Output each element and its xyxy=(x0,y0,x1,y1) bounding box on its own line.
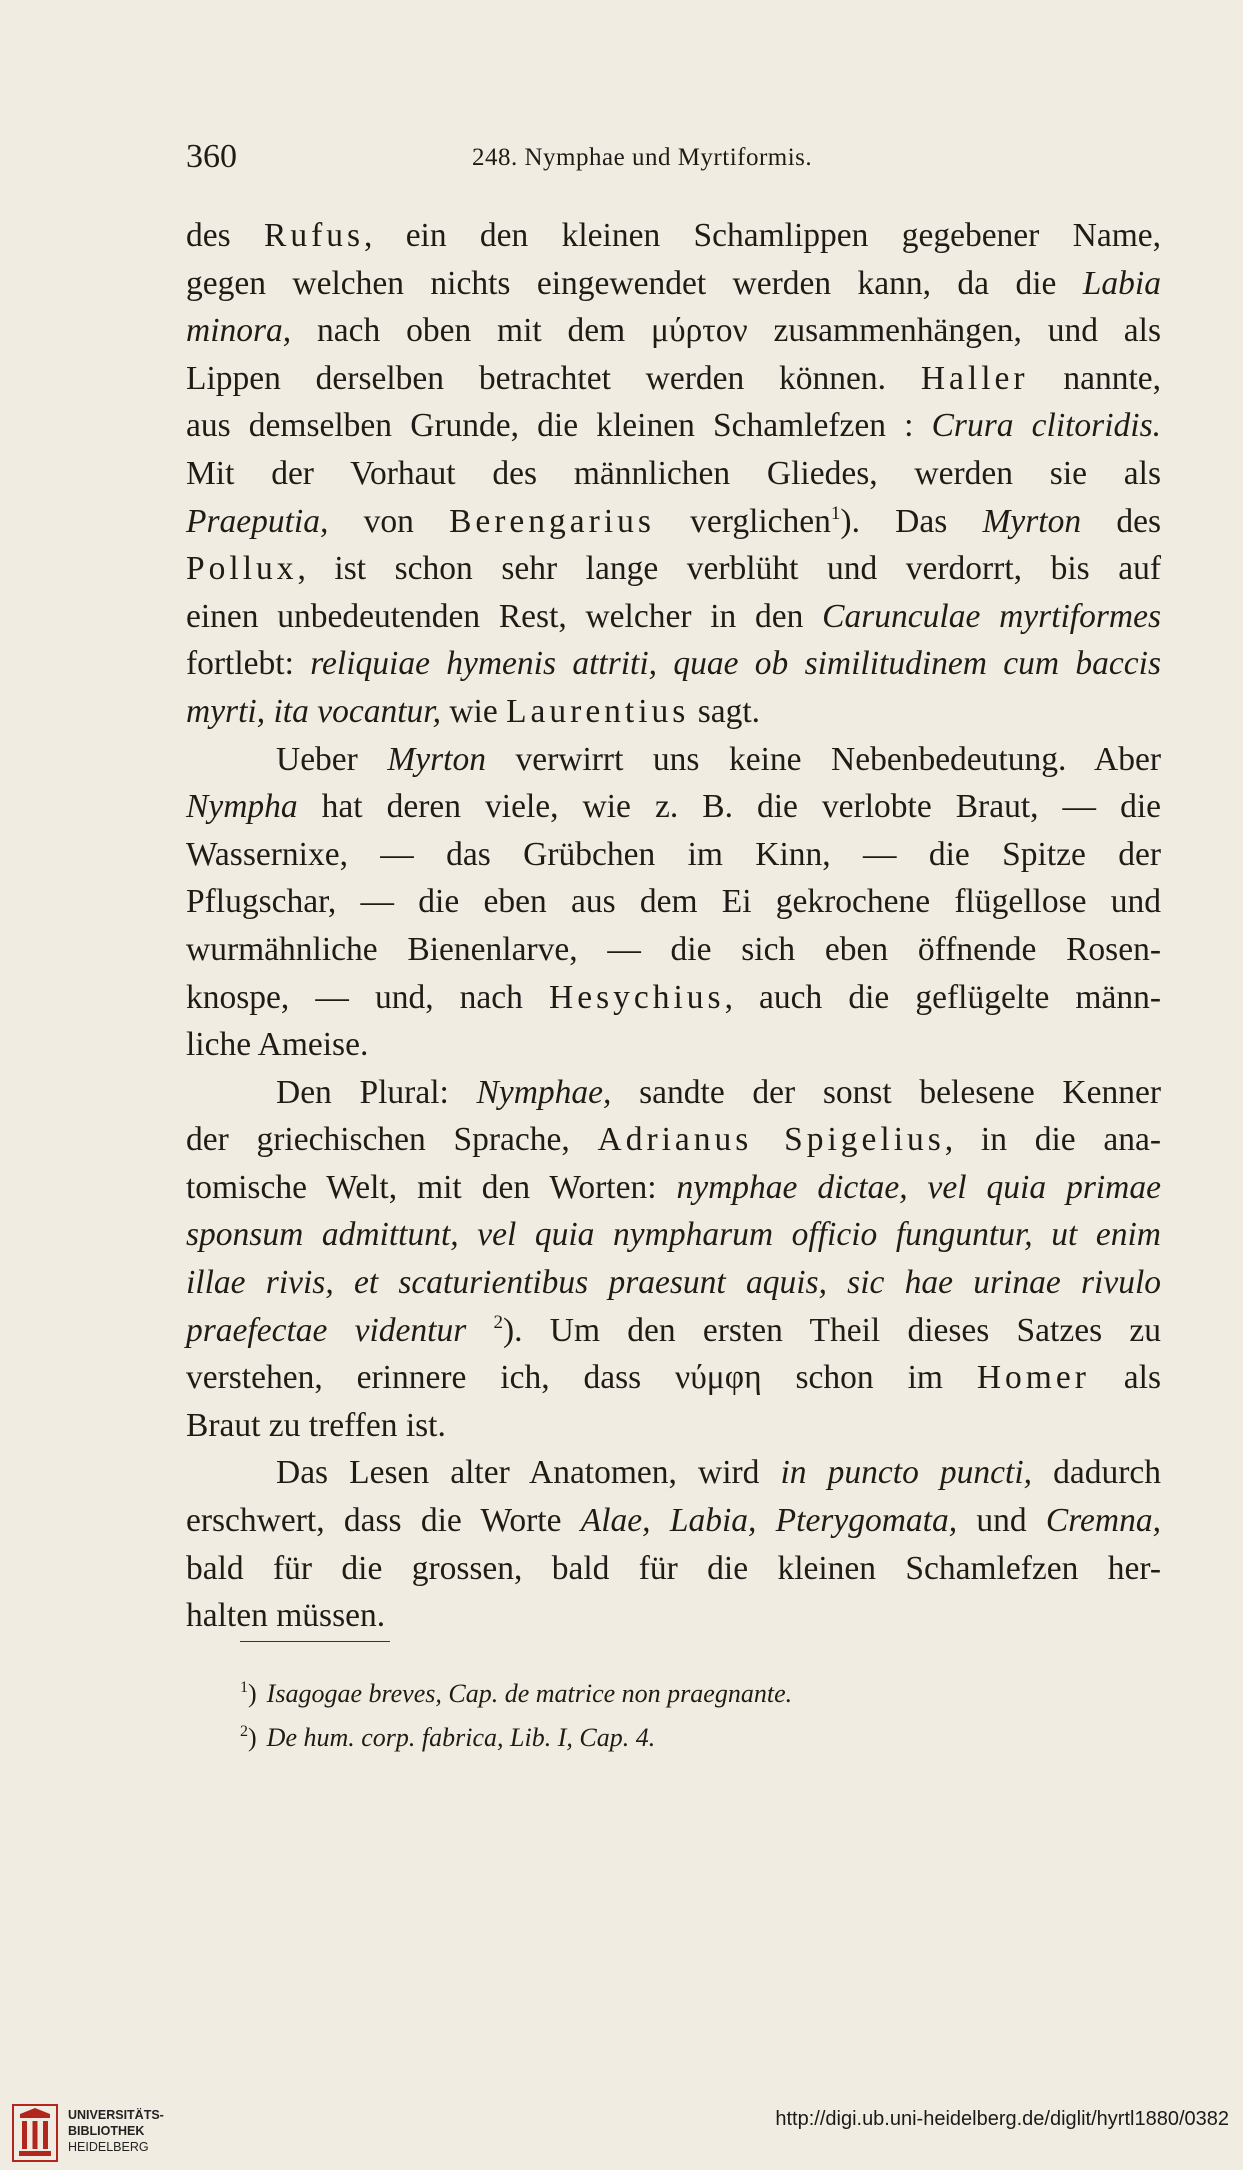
library-name-line: BIBLIOTHEK xyxy=(68,2124,145,2138)
footer-bar xyxy=(0,2094,1243,2170)
text-line xyxy=(186,783,1161,831)
text-run: , ist schon sehr lange verblüht und verdorrt, bis auf xyxy=(297,550,1161,588)
text-line xyxy=(186,1211,1161,1259)
running-head: 248. Nymphae und Myrtiformis. xyxy=(472,144,813,171)
text-line xyxy=(186,355,1161,403)
body-text xyxy=(186,212,1161,1640)
spaced-name: Laurentius xyxy=(506,692,690,730)
text-run: von xyxy=(328,502,450,540)
text-line xyxy=(186,878,1161,926)
footnote-marker: 2 xyxy=(240,1723,248,1740)
italic-text: myrti, ita vocantur, xyxy=(186,692,441,730)
text-run: Ueber xyxy=(276,740,388,778)
footnote-marker: 1 xyxy=(240,1679,248,1696)
text-line xyxy=(186,260,1161,308)
text-run: Mit der Vorhaut des männlichen Gliedes, werden sie als xyxy=(186,454,1161,492)
text-line xyxy=(186,926,1161,974)
text-line xyxy=(186,1497,1161,1545)
italic-text: Labia xyxy=(1082,264,1161,302)
text-run: der griechischen Sprache, xyxy=(186,1121,598,1159)
text-run: verwirrt uns keine Nebenbedeutung. Aber xyxy=(485,740,1161,778)
footnote-text: Isagogae breves, Cap. de matrice non praegnante. xyxy=(266,1679,793,1708)
text-run: , auch die geflügelte männ- xyxy=(724,978,1161,1016)
text-run: sagt. xyxy=(689,692,761,730)
text-run: ). Das xyxy=(840,502,983,540)
text-line xyxy=(186,1021,1161,1069)
spaced-name: Hesychius xyxy=(549,978,725,1016)
footnote-divider xyxy=(240,1641,390,1642)
text-run: dadurch xyxy=(1032,1454,1161,1492)
text-line xyxy=(186,640,1161,688)
text-run: des xyxy=(186,217,264,254)
text-run: Braut zu treffen ist. xyxy=(186,1406,446,1444)
text-run: tomische Welt, mit den Worten: xyxy=(186,1168,677,1206)
footnotes xyxy=(240,1672,1140,1760)
library-name xyxy=(68,2107,164,2155)
footnote-1: $^1$) Isagogae breves, Cap. de matrice non praegnante. xyxy=(240,1679,793,1708)
text-run xyxy=(466,1312,493,1349)
text-line xyxy=(186,450,1161,498)
text-line xyxy=(186,1069,1161,1117)
text-line xyxy=(186,831,1161,879)
text-run: als xyxy=(1089,1359,1161,1397)
italic-text: Alae, Labia, Pterygomata, xyxy=(580,1502,958,1540)
text-run: nannte, xyxy=(1028,359,1161,397)
spaced-name: Homer xyxy=(976,1359,1090,1397)
text-line xyxy=(186,1449,1161,1497)
library-name-line: HEIDELBERG xyxy=(68,2140,149,2154)
text-line xyxy=(186,1116,1161,1164)
text-run: Wassernixe, — das Grübchen im Kinn, — die Spitze der xyxy=(186,835,1161,873)
text-run: erschwert, dass die Worte xyxy=(186,1502,581,1540)
text-run: halten müssen. xyxy=(186,1597,386,1635)
italic-text: nymphae dictae, vel quia primae xyxy=(676,1168,1161,1206)
text-line xyxy=(186,212,1161,260)
text-run: verstehen, erinnere ich, dass νύμφη schon im xyxy=(186,1359,977,1397)
text-line xyxy=(186,1592,1161,1640)
italic-text: reliquiae hymenis attriti, quae ob similitudinem cum baccis xyxy=(310,645,1161,683)
spaced-name: Pollux xyxy=(186,550,298,588)
text-run: Den Plural: xyxy=(276,1073,477,1111)
text-run: liche Ameise. xyxy=(186,1026,369,1064)
text-line xyxy=(186,974,1161,1022)
text-line xyxy=(186,545,1161,593)
italic-text: praefectae videntur xyxy=(186,1311,467,1349)
text-run: nach oben mit dem μύρτον zusammenhängen, und als xyxy=(291,312,1161,350)
text-line xyxy=(186,1259,1161,1307)
library-name-line: UNIVERSITÄTS- xyxy=(68,2108,164,2122)
text-run: einen unbedeutenden Rest, welcher in den xyxy=(186,597,823,635)
text-run: , in die ana- xyxy=(944,1121,1161,1159)
text-run: gegen welchen nichts eingewendet werden kann, da die xyxy=(186,264,1083,302)
italic-text: Crura clitoridis. xyxy=(931,407,1161,445)
page-number: 360 xyxy=(186,138,237,175)
italic-text: Praeputia, xyxy=(186,502,329,540)
italic-text: Myrton xyxy=(387,740,486,778)
university-library-logo-icon xyxy=(12,2104,58,2162)
text-run: aus demselben Grunde, die kleinen Schamlefzen : xyxy=(186,407,932,445)
text-line xyxy=(186,688,1161,736)
footnote-reference: 2 xyxy=(493,1311,504,1333)
text-line xyxy=(186,1307,1161,1355)
text-run: Pflugschar, — die eben aus dem Ei gekrochene flügellose und xyxy=(186,883,1161,921)
spaced-name: Rufus xyxy=(263,217,365,254)
italic-text: Nympha xyxy=(186,788,298,826)
text-run: wie xyxy=(440,692,507,730)
page-header xyxy=(186,138,1166,178)
text-run: Das Lesen alter Anatomen, wird xyxy=(276,1454,781,1492)
text-line xyxy=(186,1354,1161,1402)
italic-text: Myrton xyxy=(982,502,1082,540)
source-url-link[interactable]: http://digi.ub.uni-heidelberg.de/diglit/hyrtl1880/0382 xyxy=(775,2108,1229,2130)
footnote-reference: 1 xyxy=(830,502,841,524)
italic-text: Cremna, xyxy=(1045,1502,1161,1540)
spaced-name: Haller xyxy=(920,359,1029,397)
italic-text: sponsum admittunt, vel quia nympharum officio funguntur, ut enim xyxy=(186,1216,1161,1254)
text-line xyxy=(186,1164,1161,1212)
text-line xyxy=(186,307,1161,355)
text-line xyxy=(186,1402,1161,1450)
text-line xyxy=(186,1545,1161,1593)
italic-text: minora, xyxy=(186,312,292,350)
text-run: hat deren viele, wie z. B. die verlobte Braut, — die xyxy=(297,788,1161,826)
footnote-text: De hum. corp. fabrica, Lib. I, Cap. 4. xyxy=(266,1723,656,1752)
text-run: sandte der sonst belesene Kenner xyxy=(611,1073,1161,1111)
text-run: knospe, — und, nach xyxy=(186,978,550,1016)
text-run: und xyxy=(957,1502,1046,1540)
text-run: bald für die grossen, bald für die kleinen Schamlefzen her- xyxy=(186,1549,1161,1587)
spaced-name: Berengarius xyxy=(449,502,655,540)
text-line xyxy=(186,593,1161,641)
text-run: des xyxy=(1081,502,1162,540)
italic-text: Carunculae myrtiformes xyxy=(822,597,1161,635)
text-run: wurmähnliche Bienenlarve, — die sich eben öffnende Rosen- xyxy=(186,930,1161,968)
spaced-name: Adrianus Spigelius xyxy=(597,1121,945,1159)
text-run: ). Um den ersten Theil dieses Satzes zu xyxy=(503,1311,1161,1349)
italic-text: in puncto puncti, xyxy=(780,1454,1033,1492)
italic-text: illae rivis, et scaturientibus praesunt aquis, sic hae urinae rivulo xyxy=(186,1264,1161,1302)
text-run: verglichen xyxy=(654,502,831,540)
text-line xyxy=(186,498,1161,546)
text-run: fortlebt: xyxy=(186,645,311,683)
text-line xyxy=(186,402,1161,450)
italic-text: Nymphae, xyxy=(476,1073,612,1111)
footnote-2: $^2$) De hum. corp. fabrica, Lib. I, Cap. 4. xyxy=(240,1723,656,1752)
text-run: , ein den kleinen Schamlippen gegebener Name, xyxy=(364,217,1162,254)
text-run: Lippen derselben betrachtet werden können. xyxy=(186,359,921,397)
text-line xyxy=(186,736,1161,784)
